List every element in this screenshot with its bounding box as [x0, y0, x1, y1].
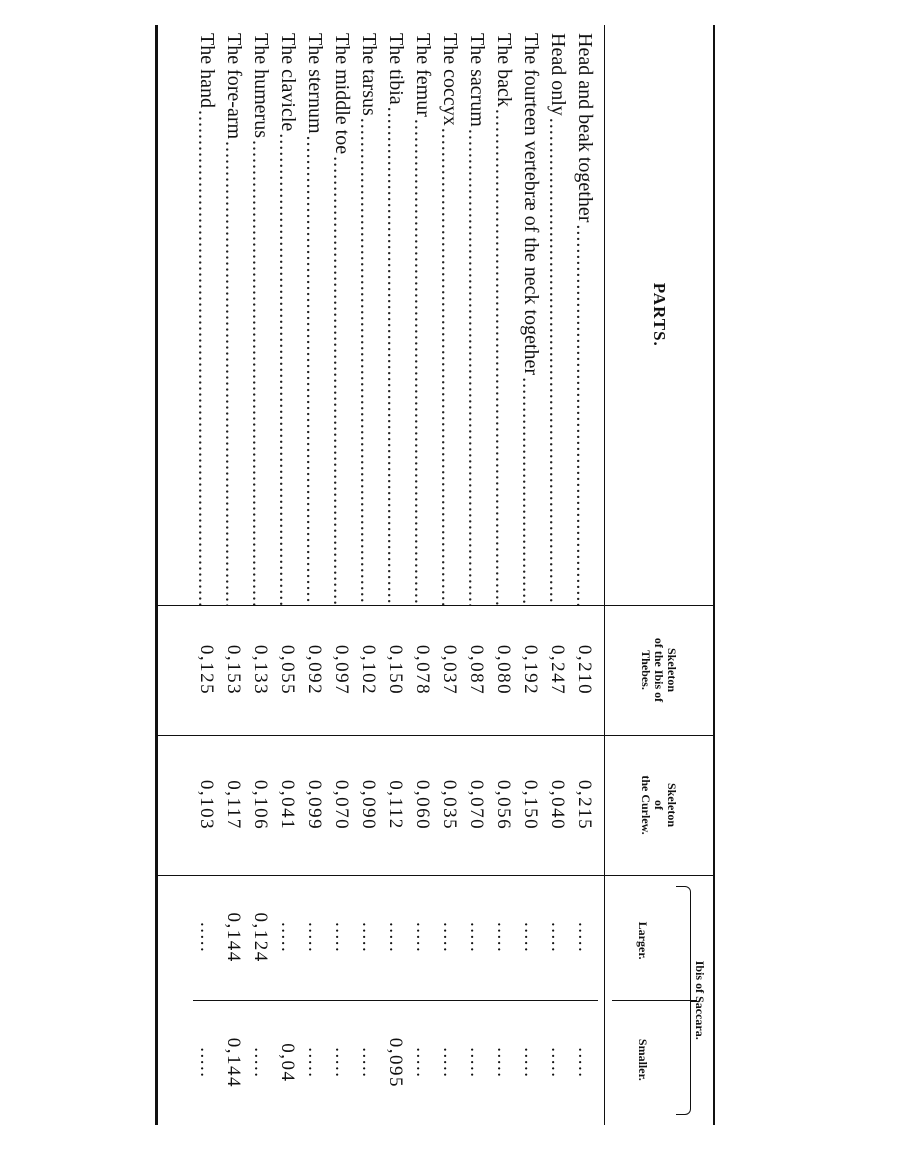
curlew-value: 0,112: [385, 780, 406, 830]
header-larger: Larger.: [636, 921, 650, 960]
larger-value: .....: [304, 922, 325, 954]
thebes-value: 0,192: [520, 644, 541, 696]
larger-value: .....: [520, 922, 541, 954]
smaller-value: .....: [196, 1047, 217, 1079]
table-row: [490, 25, 517, 605]
measurement-table: [155, 25, 715, 1125]
thebes-value: 0,133: [250, 644, 271, 696]
larger-value: .....: [196, 922, 217, 954]
curlew-value: 0,040: [547, 779, 568, 831]
part-label: The back: [493, 33, 515, 107]
smaller-value: 0,04: [277, 1043, 298, 1083]
thebes-value: 0,102: [358, 644, 379, 696]
curlew-value: 0,035: [439, 779, 460, 831]
smaller-value: 0,144: [223, 1037, 244, 1088]
curlew-value: 0,060: [412, 779, 433, 831]
part-label: The humerus: [250, 33, 272, 138]
thebes-value: 0,125: [196, 644, 217, 696]
smaller-value: .....: [304, 1047, 325, 1079]
table-row: [571, 25, 598, 605]
part-label: The tibia: [385, 33, 407, 105]
curlew-value: 0,041: [277, 779, 298, 831]
table-row: [328, 25, 355, 605]
larger-value: .....: [547, 922, 568, 954]
larger-value: 0,124: [250, 912, 271, 963]
larger-value: .....: [439, 922, 460, 954]
table-row: [382, 25, 409, 605]
part-label: The tarsus: [358, 33, 380, 116]
thebes-value: 0,037: [439, 644, 460, 696]
header-ibis-saccara-group: [605, 875, 715, 1125]
curlew-value: 0,070: [331, 779, 352, 831]
smaller-value: .....: [358, 1047, 379, 1079]
thebes-values: [193, 606, 598, 735]
smaller-value: .....: [439, 1047, 460, 1079]
curlew-column: [157, 735, 605, 875]
part-label: The femur: [412, 33, 434, 117]
header-ibis-saccara: Ibis of Saccara.: [693, 960, 707, 1040]
larger-value: 0,144: [223, 912, 244, 963]
thebes-value: 0,092: [304, 644, 325, 696]
part-label: Head only: [547, 33, 569, 116]
curlew-value: 0,150: [520, 779, 541, 831]
table-row: [247, 25, 274, 605]
table-row: [193, 25, 220, 605]
parts-list: [193, 25, 598, 605]
larger-value: .....: [574, 922, 595, 954]
part-label: The clavicle: [277, 33, 299, 132]
thebes-value: 0,055: [277, 644, 298, 696]
part-label: The fore-arm: [223, 33, 245, 140]
part-label: The sternum: [304, 33, 326, 134]
thebes-value: 0,078: [412, 644, 433, 696]
saccara-two-col: [193, 876, 598, 1126]
part-label: The fourteen vertebræ of the neck together: [520, 33, 542, 376]
curlew-value: 0,090: [358, 779, 379, 831]
part-label: The hand: [196, 33, 218, 108]
curlew-value: 0,106: [250, 779, 271, 831]
larger-value: .....: [385, 922, 406, 954]
larger-value: .....: [358, 922, 379, 954]
rotated-table-page: [155, 25, 715, 1125]
header-curlew: Skeleton of the Curlew.: [605, 735, 715, 875]
table-row: [436, 25, 463, 605]
thebes-value: 0,087: [466, 644, 487, 696]
part-label: The coccyx: [439, 33, 461, 126]
thebes-column: [157, 605, 605, 735]
curlew-value: 0,099: [304, 779, 325, 831]
header-smaller: Smaller.: [612, 1000, 690, 1119]
larger-value: .....: [412, 922, 433, 954]
thebes-value: 0,210: [574, 644, 595, 696]
table-row: [220, 25, 247, 605]
thebes-value: 0,097: [331, 644, 352, 696]
curlew-value: 0,103: [196, 779, 217, 831]
header-parts: PARTS.: [605, 25, 715, 605]
smaller-values: [193, 1000, 598, 1125]
thebes-value: 0,247: [547, 644, 568, 696]
larger-value: .....: [331, 922, 352, 954]
smaller-value: .....: [520, 1047, 541, 1079]
table-row: [409, 25, 436, 605]
larger-value: .....: [277, 922, 298, 954]
larger-value: .....: [493, 922, 514, 954]
curlew-values: [193, 736, 598, 875]
parts-column: [157, 25, 605, 605]
curlew-value: 0,070: [466, 779, 487, 831]
table-body-row: [157, 25, 605, 1125]
table-row: [301, 25, 328, 605]
smaller-value: .....: [574, 1047, 595, 1079]
larger-value: .....: [466, 922, 487, 954]
curlew-value: 0,117: [223, 780, 244, 830]
part-label: Head and beak together: [574, 33, 596, 223]
smaller-value: .....: [331, 1047, 352, 1079]
saccara-columns: [157, 875, 605, 1125]
smaller-value: .....: [250, 1047, 271, 1079]
table-row: [463, 25, 490, 605]
smaller-value: .....: [466, 1047, 487, 1079]
curlew-value: 0,056: [493, 779, 514, 831]
part-label: The middle toe: [331, 33, 353, 155]
smaller-value: 0,095: [385, 1037, 406, 1088]
thebes-value: 0,153: [223, 644, 244, 696]
smaller-value: .....: [412, 1047, 433, 1079]
table-row: [544, 25, 571, 605]
larger-values: [193, 876, 598, 1000]
smaller-value: .....: [547, 1047, 568, 1079]
header-ibis-thebes: Skeleton of the Ibis of Thebes.: [605, 605, 715, 735]
table-header-row: [605, 25, 715, 1125]
thebes-value: 0,150: [385, 644, 406, 696]
table-row: [355, 25, 382, 605]
table-row: [517, 25, 544, 605]
smaller-value: .....: [493, 1047, 514, 1079]
table-row: [274, 25, 301, 605]
thebes-value: 0,080: [493, 644, 514, 696]
curlew-value: 0,215: [574, 779, 595, 831]
saccara-subheaders: [612, 882, 676, 1120]
brace-icon: [676, 886, 691, 1116]
part-label: The sacrum: [466, 33, 488, 127]
